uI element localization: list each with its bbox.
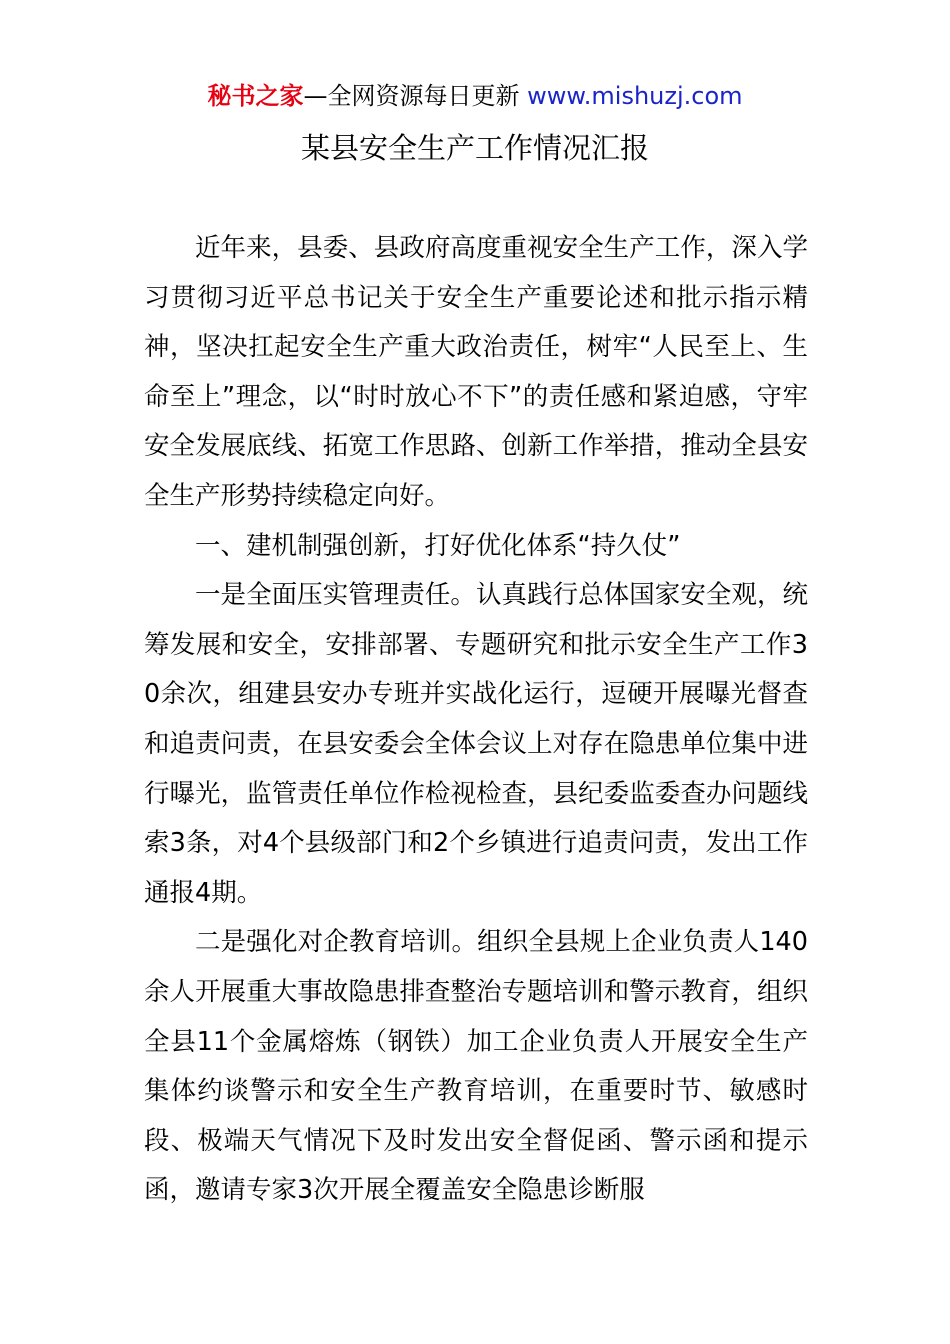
document-body <box>144 224 808 1216</box>
section-heading-1: 一、建机制强创新，打好优化体系“持久仗” <box>195 530 681 561</box>
site-url-link[interactable]: www.mishuzj.com <box>527 82 743 110</box>
paragraph-responsibility: 一是全面压实管理责任。认真践行总体国家安全观，统筹发展和安全，安排部署、专题研究和批示安全生产工作30余次，组建县安办专班并实战化运行，逗硬开展曝光督查和追责问责，在县安委会全体会议上对存在隐患单位集中进行曝光，监管责任单位作检视检查，县纪委监委查办问题线索3条，对4个县级部门和2个乡镇进行追责问责，发出工作通报4期。 <box>144 580 808 908</box>
paragraph-training: 二是强化对企教育培训。组织全县规上企业负责人140余人开展重大事故隐患排查整治专题培训和警示教育，组织全县11个金属熔炼（钢铁）加工企业负责人开展安全生产集体约谈警示和安全生产教育培训，在重要时节、敏感时段、极端天气情况下及时发出安全督促函、警示函和提示函，邀请专家3次开展全覆盖安全隐患诊断服 <box>144 927 808 1206</box>
document-title: 某县安全生产工作情况汇报 <box>300 131 649 165</box>
paragraph-intro: 近年来，县委、县政府高度重视安全生产工作，深入学习贯彻习近平总书记关于安全生产重要论述和批示指示精神，坚决扛起安全生产重大政治责任，树牢“人民至上、生命至上”理念，以“时时放心不下”的责任感和紧迫感，守牢安全发展底线、拓宽工作思路、创新工作举措，推动全县安全生产形势持续稳定向好。 <box>144 233 808 511</box>
site-brand: 秘书之家 <box>207 82 304 110</box>
site-tagline: —全网资源每日更新 <box>303 82 528 110</box>
site-header <box>0 80 950 112</box>
